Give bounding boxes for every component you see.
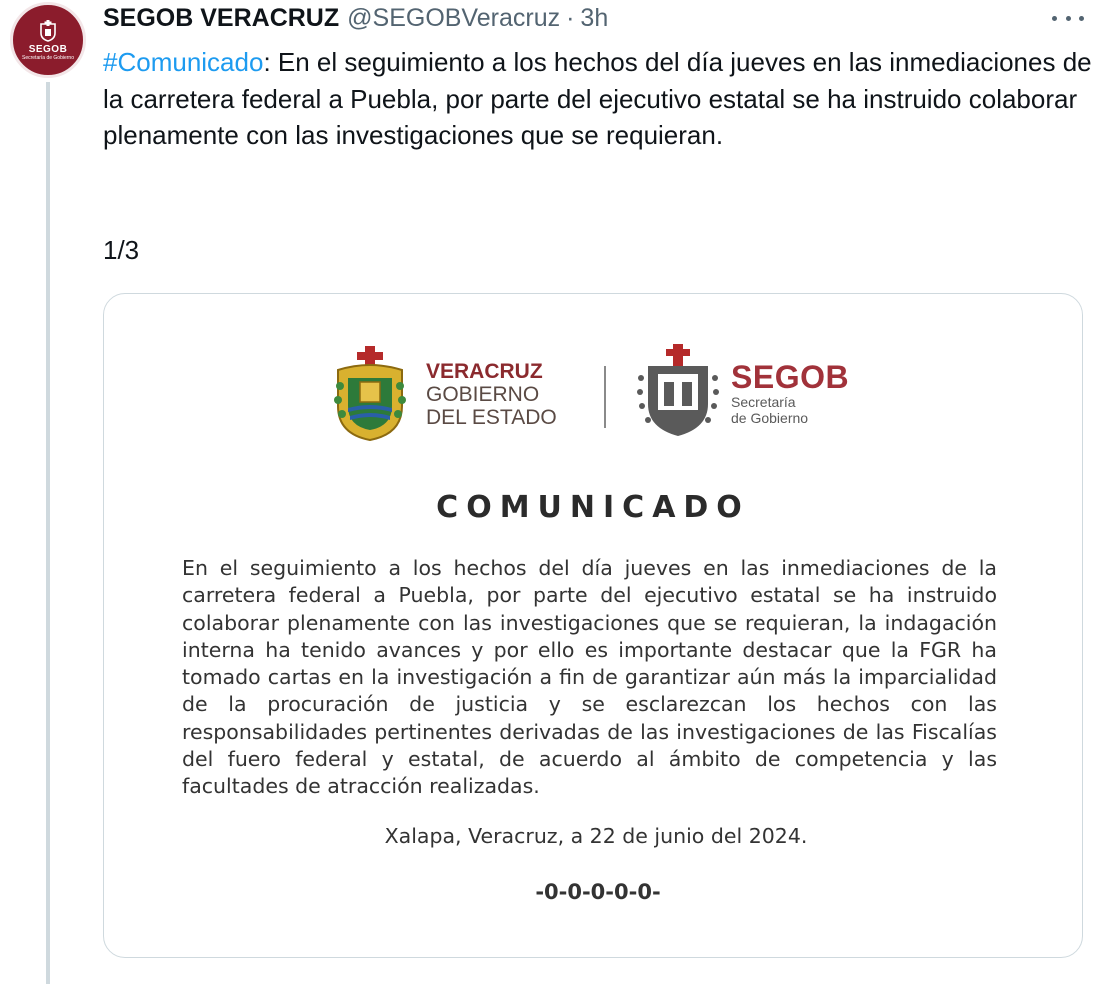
tweet-body: : En el seguimiento a los hechos del día jueves en las inmediaciones de la carretera federal a Puebla, por parte del ejecutivo estatal se ha instruido colaborar plenamente con las investigaciones que se requieran. [103,47,1092,150]
tweet-text [103,44,1093,154]
avatar-subtitle: Secretaría de Gobierno [22,54,74,61]
veracruz-logo-text [426,360,557,429]
shield-icon [38,20,58,42]
segob-logo-line2: Secretaría [731,394,796,410]
tweet-timestamp[interactable]: 3h [580,4,609,32]
author-name[interactable]: SEGOB VERACRUZ [103,4,340,32]
segob-logo-line1: SEGOB [731,359,850,395]
tweet-header [103,4,608,34]
hashtag-link[interactable]: #Comunicado [103,47,264,77]
thread-connector-line [46,82,50,984]
more-options-icon[interactable] [1052,8,1084,28]
segob-shield-icon [636,344,720,438]
avatar-title: SEGOB [28,43,68,55]
document-closing: -0-0-0-0-0- [535,880,661,904]
avatar[interactable] [10,2,86,78]
veracruz-logo-line1: VERACRUZ [426,360,543,383]
veracruz-logo-line2: GOBIERNO [426,383,540,406]
segob-logo-line3: de Gobierno [731,410,809,426]
header-separator: · [566,4,575,32]
thread-counter: 1/3 [103,235,140,265]
logo-divider [604,366,606,428]
document-title: COMUNICADO [436,490,750,525]
veracruz-coat-of-arms-icon [330,346,410,442]
document-body: En el seguimiento a los hechos del día jueves en las inmediaciones de la carretera federal a Puebla, por parte del ejecutivo estatal se ha instruido colaborar plenamente con las investigaciones que se requieran, la indagación interna ha tenido avances y por ello es importante destacar que la FGR ha tomado cartas en la investigación a fin de garantizar aún más la imparcialidad de la procuración de justicia y se esclarezcan los hechos con las responsabilidades pertinentes derivadas de las investigaciones de las Fiscalías del fuero federal y estatal, de acuerdo al ámbito de competencia y las facultades de atracción realizadas. [182,556,997,799]
attached-image-card[interactable] [103,293,1083,958]
author-handle[interactable]: @SEGOBVeracruz [347,4,561,32]
document-date: Xalapa, Veracruz, a 22 de junio del 2024. [384,824,808,848]
veracruz-logo-line3: DEL ESTADO [426,406,557,429]
segob-logo-text [731,360,849,426]
